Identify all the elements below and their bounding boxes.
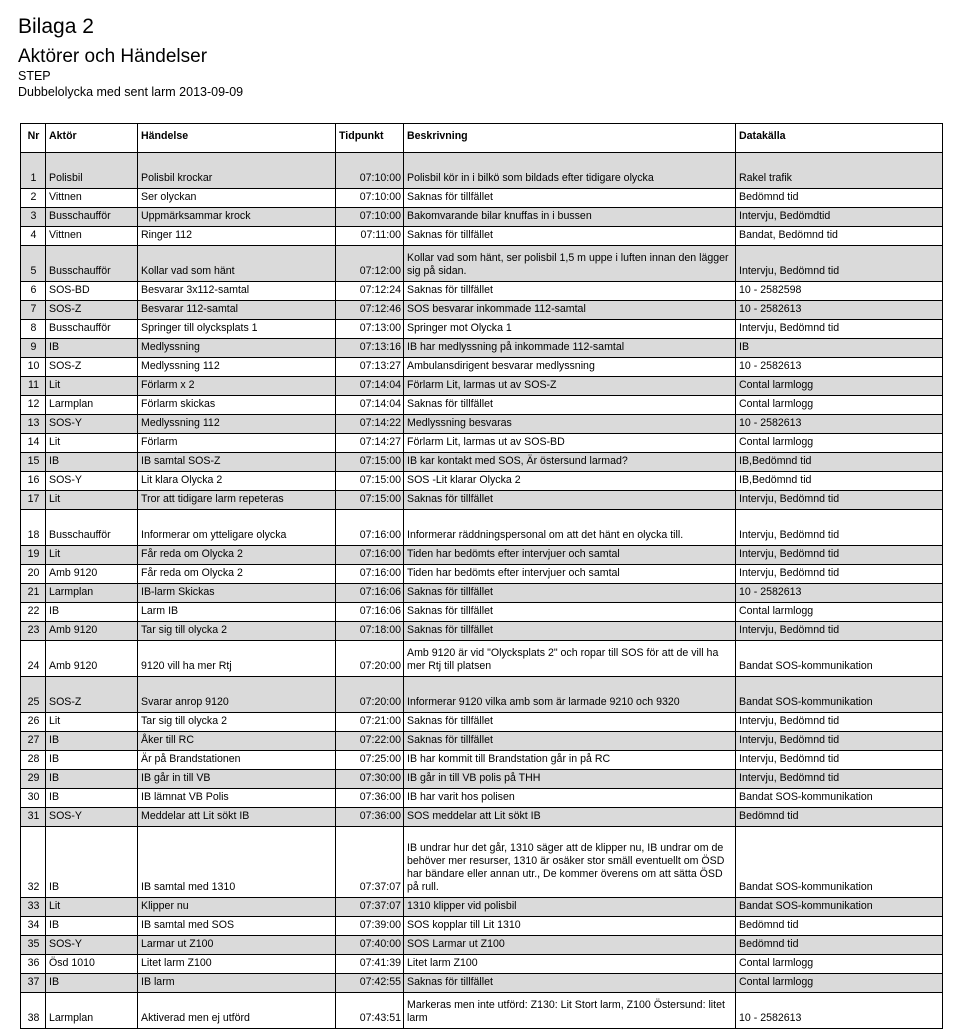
- cell-nr: 35: [21, 936, 46, 955]
- cell-nr: 14: [21, 434, 46, 453]
- cell-event: IB larm: [138, 974, 336, 993]
- cell-description: IB har varit hos polisen: [404, 789, 736, 808]
- cell-description: Saknas för tillfället: [404, 491, 736, 510]
- cell-nr: 9: [21, 339, 46, 358]
- cell-source: Bandat SOS-kommunikation: [736, 641, 943, 677]
- cell-source: Rakel trafik: [736, 153, 943, 189]
- cell-nr: 18: [21, 510, 46, 546]
- cell-description: Saknas för tillfället: [404, 622, 736, 641]
- cell-description: Saknas för tillfället: [404, 603, 736, 622]
- cell-source: Intervju, Bedömnd tid: [736, 622, 943, 641]
- cell-actor: IB: [46, 974, 138, 993]
- cell-nr: 8: [21, 320, 46, 339]
- cell-actor: Vittnen: [46, 227, 138, 246]
- cell-description: IB kar kontakt med SOS, Är östersund larmad?: [404, 453, 736, 472]
- cell-nr: 29: [21, 770, 46, 789]
- table-row: [21, 472, 943, 491]
- cell-nr: 37: [21, 974, 46, 993]
- cell-time: 07:13:16: [336, 339, 404, 358]
- cell-description: IB har kommit till Brandstation går in på RC: [404, 751, 736, 770]
- cell-actor: SOS-Y: [46, 808, 138, 827]
- cell-description: Polisbil kör in i bilkö som bildads efter tidigare olycka: [404, 153, 736, 189]
- cell-event: Lit klara Olycka 2: [138, 472, 336, 491]
- cell-time: 07:43:51: [336, 993, 404, 1029]
- cell-nr: 4: [21, 227, 46, 246]
- cell-nr: 5: [21, 246, 46, 282]
- cell-description: Saknas för tillfället: [404, 396, 736, 415]
- cell-source: IB,Bedömnd tid: [736, 453, 943, 472]
- cell-time: 07:10:00: [336, 208, 404, 227]
- cell-time: 07:39:00: [336, 917, 404, 936]
- cell-description: Litet larm Z100: [404, 955, 736, 974]
- column-header-event: Händelse: [138, 124, 336, 153]
- table-row: [21, 770, 943, 789]
- cell-time: 07:13:00: [336, 320, 404, 339]
- cell-actor: Busschaufför: [46, 208, 138, 227]
- cell-source: Bedömnd tid: [736, 917, 943, 936]
- table-row: [21, 808, 943, 827]
- cell-nr: 32: [21, 827, 46, 898]
- cell-source: Bedömnd tid: [736, 808, 943, 827]
- column-header-actor: Aktör: [46, 124, 138, 153]
- cell-actor: Ösd 1010: [46, 955, 138, 974]
- cell-nr: 28: [21, 751, 46, 770]
- cell-event: Klipper nu: [138, 898, 336, 917]
- cell-nr: 38: [21, 993, 46, 1029]
- cell-time: 07:42:55: [336, 974, 404, 993]
- cell-event: Informerar om ytteligare olycka: [138, 510, 336, 546]
- cell-actor: Amb 9120: [46, 565, 138, 584]
- table-row: [21, 827, 943, 898]
- cell-description: SOS kopplar till Lit 1310: [404, 917, 736, 936]
- cell-source: Intervju, Bedömnd tid: [736, 246, 943, 282]
- cell-time: 07:25:00: [336, 751, 404, 770]
- cell-description: Medlyssning besvaras: [404, 415, 736, 434]
- cell-event: IB går in till VB: [138, 770, 336, 789]
- cell-event: Besvarar 112-samtal: [138, 301, 336, 320]
- cell-event: Förlarm x 2: [138, 377, 336, 396]
- cell-source: Bedömnd tid: [736, 189, 943, 208]
- cell-description: SOS Larmar ut Z100: [404, 936, 736, 955]
- cell-description: Saknas för tillfället: [404, 713, 736, 732]
- cell-description: Kollar vad som hänt, ser polisbil 1,5 m uppe i luften innan den lägger sig på sidan.: [404, 246, 736, 282]
- cell-nr: 36: [21, 955, 46, 974]
- cell-event: Medlyssning 112: [138, 358, 336, 377]
- table-row: [21, 622, 943, 641]
- cell-description: Saknas för tillfället: [404, 227, 736, 246]
- cell-actor: IB: [46, 917, 138, 936]
- cell-actor: IB: [46, 732, 138, 751]
- cell-description: Saknas för tillfället: [404, 282, 736, 301]
- table-row: [21, 320, 943, 339]
- table-row: [21, 751, 943, 770]
- cell-time: 07:36:00: [336, 808, 404, 827]
- cell-actor: IB: [46, 827, 138, 898]
- cell-actor: Lit: [46, 434, 138, 453]
- cell-event: Medlyssning 112: [138, 415, 336, 434]
- table-row: [21, 789, 943, 808]
- cell-actor: SOS-Z: [46, 677, 138, 713]
- cell-description: IB går in till VB polis på THH: [404, 770, 736, 789]
- cell-time: 07:11:00: [336, 227, 404, 246]
- document-subtitle: Aktörer och Händelser: [18, 46, 208, 67]
- cell-time: 07:40:00: [336, 936, 404, 955]
- table-row: [21, 641, 943, 677]
- cell-description: Amb 9120 är vid "Olycksplats 2" och ropar till SOS för att de vill ha mer Rtj till platsen: [404, 641, 736, 677]
- cell-nr: 22: [21, 603, 46, 622]
- cell-time: 07:16:06: [336, 584, 404, 603]
- table-row: [21, 339, 943, 358]
- table-row: [21, 227, 943, 246]
- cell-source: Contal larmlogg: [736, 974, 943, 993]
- cell-source: Intervju, Bedömnd tid: [736, 491, 943, 510]
- cell-actor: Lit: [46, 377, 138, 396]
- cell-description: SOS -Lit klarar Olycka 2: [404, 472, 736, 491]
- cell-time: 07:15:00: [336, 472, 404, 491]
- cell-actor: IB: [46, 770, 138, 789]
- cell-event: Tar sig till olycka 2: [138, 622, 336, 641]
- cell-time: 07:15:00: [336, 491, 404, 510]
- cell-event: Polisbil krockar: [138, 153, 336, 189]
- cell-actor: IB: [46, 603, 138, 622]
- cell-event: Svarar anrop 9120: [138, 677, 336, 713]
- cell-description: Tiden har bedömts efter intervjuer och samtal: [404, 546, 736, 565]
- table-row: [21, 396, 943, 415]
- table-row: [21, 491, 943, 510]
- cell-time: 07:15:00: [336, 453, 404, 472]
- cell-time: 07:14:04: [336, 377, 404, 396]
- cell-time: 07:10:00: [336, 153, 404, 189]
- document-title: Bilaga 2: [18, 15, 94, 38]
- incident-description: Dubbelolycka med sent larm 2013-09-09: [18, 85, 244, 99]
- cell-event: Medlyssning: [138, 339, 336, 358]
- cell-actor: Amb 9120: [46, 641, 138, 677]
- cell-source: Contal larmlogg: [736, 377, 943, 396]
- cell-event: Litet larm Z100: [138, 955, 336, 974]
- cell-description: Saknas för tillfället: [404, 189, 736, 208]
- cell-source: Intervju, Bedömnd tid: [736, 320, 943, 339]
- table-row: [21, 917, 943, 936]
- cell-time: 07:14:04: [336, 396, 404, 415]
- cell-description: IB undrar hur det går, 1310 säger att de klipper nu, IB undrar om de behöver mer resurser, 1310 är osäker stor smäll eventuellt om ÖSD har bändare eller annan utr., De kommer överens om att sätta ÖSD på rull.: [404, 827, 736, 898]
- cell-actor: Busschaufför: [46, 246, 138, 282]
- cell-time: 07:12:24: [336, 282, 404, 301]
- cell-actor: SOS-Y: [46, 415, 138, 434]
- table-row: [21, 208, 943, 227]
- cell-source: 10 - 2582613: [736, 993, 943, 1029]
- table-row: [21, 153, 943, 189]
- cell-nr: 21: [21, 584, 46, 603]
- table-row: [21, 377, 943, 396]
- cell-actor: Lit: [46, 713, 138, 732]
- cell-event: IB samtal SOS-Z: [138, 453, 336, 472]
- cell-actor: Busschaufför: [46, 320, 138, 339]
- cell-nr: 15: [21, 453, 46, 472]
- cell-event: Ser olyckan: [138, 189, 336, 208]
- cell-time: 07:21:00: [336, 713, 404, 732]
- cell-source: Intervju, Bedömnd tid: [736, 770, 943, 789]
- cell-actor: IB: [46, 789, 138, 808]
- cell-event: Tror att tidigare larm repeteras: [138, 491, 336, 510]
- cell-source: 10 - 2582613: [736, 358, 943, 377]
- table-row: [21, 301, 943, 320]
- cell-nr: 12: [21, 396, 46, 415]
- cell-nr: 26: [21, 713, 46, 732]
- cell-description: Förlarm Lit, larmas ut av SOS-Z: [404, 377, 736, 396]
- cell-event: Åker till RC: [138, 732, 336, 751]
- cell-description: Tiden har bedömts efter intervjuer och samtal: [404, 565, 736, 584]
- column-header-time: Tidpunkt: [336, 124, 404, 153]
- cell-event: Larmar ut Z100: [138, 936, 336, 955]
- cell-time: 07:16:00: [336, 565, 404, 584]
- cell-time: 07:30:00: [336, 770, 404, 789]
- cell-event: IB samtal med 1310: [138, 827, 336, 898]
- table-row: [21, 713, 943, 732]
- cell-nr: 2: [21, 189, 46, 208]
- table-row: [21, 434, 943, 453]
- cell-actor: Lit: [46, 491, 138, 510]
- cell-nr: 33: [21, 898, 46, 917]
- cell-source: IB,Bedömnd tid: [736, 472, 943, 491]
- cell-event: 9120 vill ha mer Rtj: [138, 641, 336, 677]
- table-row: [21, 936, 943, 955]
- cell-nr: 13: [21, 415, 46, 434]
- cell-actor: IB: [46, 453, 138, 472]
- cell-event: Larm IB: [138, 603, 336, 622]
- cell-nr: 30: [21, 789, 46, 808]
- cell-nr: 24: [21, 641, 46, 677]
- cell-source: Bandat SOS-kommunikation: [736, 677, 943, 713]
- cell-event: Kollar vad som hänt: [138, 246, 336, 282]
- cell-source: 10 - 2582598: [736, 282, 943, 301]
- cell-event: Uppmärksammar krock: [138, 208, 336, 227]
- cell-time: 07:18:00: [336, 622, 404, 641]
- cell-description: 1310 klipper vid polisbil: [404, 898, 736, 917]
- table-row: [21, 358, 943, 377]
- cell-source: Contal larmlogg: [736, 396, 943, 415]
- cell-actor: SOS-Z: [46, 358, 138, 377]
- cell-event: Aktiverad men ej utförd: [138, 993, 336, 1029]
- table-row: [21, 974, 943, 993]
- cell-actor: Vittnen: [46, 189, 138, 208]
- cell-actor: Polisbil: [46, 153, 138, 189]
- cell-nr: 20: [21, 565, 46, 584]
- document-header: [18, 14, 243, 100]
- cell-time: 07:41:39: [336, 955, 404, 974]
- cell-description: Informerar 9120 vilka amb som är larmade 9210 och 9320: [404, 677, 736, 713]
- cell-nr: 6: [21, 282, 46, 301]
- cell-nr: 1: [21, 153, 46, 189]
- cell-event: Ringer 112: [138, 227, 336, 246]
- table-row: [21, 603, 943, 622]
- cell-event: Besvarar 3x112-samtal: [138, 282, 336, 301]
- cell-source: 10 - 2582613: [736, 584, 943, 603]
- column-header-source: Datakälla: [736, 124, 943, 153]
- cell-time: 07:12:46: [336, 301, 404, 320]
- cell-source: Intervju, Bedömnd tid: [736, 565, 943, 584]
- cell-source: Intervju, Bedömnd tid: [736, 713, 943, 732]
- column-header-description: Beskrivning: [404, 124, 736, 153]
- cell-source: Contal larmlogg: [736, 955, 943, 974]
- cell-description: Informerar räddningspersonal om att det hänt en olycka till.: [404, 510, 736, 546]
- cell-event: Får reda om Olycka 2: [138, 546, 336, 565]
- cell-source: Intervju, Bedömdtid: [736, 208, 943, 227]
- cell-source: Bandat SOS-kommunikation: [736, 827, 943, 898]
- cell-description: SOS besvarar inkommade 112-samtal: [404, 301, 736, 320]
- cell-nr: 34: [21, 917, 46, 936]
- cell-event: IB samtal med SOS: [138, 917, 336, 936]
- cell-source: Bandat SOS-kommunikation: [736, 789, 943, 808]
- cell-source: Contal larmlogg: [736, 434, 943, 453]
- table-row: [21, 453, 943, 472]
- cell-time: 07:13:27: [336, 358, 404, 377]
- table-row: [21, 546, 943, 565]
- cell-time: 07:37:07: [336, 898, 404, 917]
- cell-nr: 19: [21, 546, 46, 565]
- cell-time: 07:10:00: [336, 189, 404, 208]
- cell-source: 10 - 2582613: [736, 301, 943, 320]
- cell-source: Intervju, Bedömnd tid: [736, 510, 943, 546]
- cell-time: 07:14:22: [336, 415, 404, 434]
- cell-event: Är på Brandstationen: [138, 751, 336, 770]
- cell-description: IB har medlyssning på inkommade 112-samtal: [404, 339, 736, 358]
- cell-source: Contal larmlogg: [736, 603, 943, 622]
- cell-event: Meddelar att Lit sökt IB: [138, 808, 336, 827]
- table-row: [21, 584, 943, 603]
- cell-actor: Larmplan: [46, 396, 138, 415]
- cell-description: Springer mot Olycka 1: [404, 320, 736, 339]
- cell-description: Saknas för tillfället: [404, 974, 736, 993]
- cell-source: IB: [736, 339, 943, 358]
- cell-time: 07:16:06: [336, 603, 404, 622]
- project-name: STEP: [18, 69, 51, 83]
- cell-time: 07:16:00: [336, 510, 404, 546]
- table-row: [21, 898, 943, 917]
- cell-time: 07:20:00: [336, 641, 404, 677]
- cell-actor: SOS-Y: [46, 472, 138, 491]
- table-row: [21, 246, 943, 282]
- cell-nr: 17: [21, 491, 46, 510]
- cell-nr: 10: [21, 358, 46, 377]
- cell-description: Bakomvarande bilar knuffas in i bussen: [404, 208, 736, 227]
- cell-nr: 7: [21, 301, 46, 320]
- cell-actor: Busschaufför: [46, 510, 138, 546]
- cell-time: 07:37:07: [336, 827, 404, 898]
- cell-nr: 27: [21, 732, 46, 751]
- cell-description: Markeras men inte utförd: Z130: Lit Stort larm, Z100 Östersund: litet larm: [404, 993, 736, 1029]
- table-row: [21, 732, 943, 751]
- table-header-row: [21, 124, 943, 153]
- cell-source: Bandat SOS-kommunikation: [736, 898, 943, 917]
- table-row: [21, 993, 943, 1029]
- cell-source: Intervju, Bedömnd tid: [736, 546, 943, 565]
- table-row: [21, 282, 943, 301]
- table-row: [21, 565, 943, 584]
- cell-description: Saknas för tillfället: [404, 584, 736, 603]
- cell-event: Förlarm skickas: [138, 396, 336, 415]
- cell-event: Tar sig till olycka 2: [138, 713, 336, 732]
- cell-description: Saknas för tillfället: [404, 732, 736, 751]
- cell-description: Ambulansdirigent besvarar medlyssning: [404, 358, 736, 377]
- cell-time: 07:14:27: [336, 434, 404, 453]
- cell-actor: SOS-Z: [46, 301, 138, 320]
- cell-actor: Lit: [46, 898, 138, 917]
- cell-actor: SOS-Y: [46, 936, 138, 955]
- cell-actor: Larmplan: [46, 993, 138, 1029]
- cell-time: 07:20:00: [336, 677, 404, 713]
- cell-actor: Lit: [46, 546, 138, 565]
- column-header-nr: Nr: [21, 124, 46, 153]
- cell-event: Förlarm: [138, 434, 336, 453]
- cell-time: 07:22:00: [336, 732, 404, 751]
- cell-actor: Amb 9120: [46, 622, 138, 641]
- table-row: [21, 955, 943, 974]
- cell-actor: IB: [46, 751, 138, 770]
- cell-actor: Larmplan: [46, 584, 138, 603]
- cell-nr: 31: [21, 808, 46, 827]
- table-row: [21, 189, 943, 208]
- cell-event: IB lämnat VB Polis: [138, 789, 336, 808]
- cell-event: Springer till olycksplats 1: [138, 320, 336, 339]
- cell-nr: 25: [21, 677, 46, 713]
- cell-nr: 23: [21, 622, 46, 641]
- cell-description: Förlarm Lit, larmas ut av SOS-BD: [404, 434, 736, 453]
- cell-time: 07:16:00: [336, 546, 404, 565]
- events-table: [20, 123, 943, 1029]
- cell-description: SOS meddelar att Lit sökt IB: [404, 808, 736, 827]
- cell-actor: IB: [46, 339, 138, 358]
- cell-time: 07:12:00: [336, 246, 404, 282]
- cell-nr: 3: [21, 208, 46, 227]
- cell-source: Bedömnd tid: [736, 936, 943, 955]
- table-row: [21, 677, 943, 713]
- cell-source: Bandat, Bedömnd tid: [736, 227, 943, 246]
- cell-event: IB-larm Skickas: [138, 584, 336, 603]
- cell-source: 10 - 2582613: [736, 415, 943, 434]
- cell-nr: 11: [21, 377, 46, 396]
- table-row: [21, 510, 943, 546]
- cell-event: Får reda om Olycka 2: [138, 565, 336, 584]
- table-body: [21, 153, 943, 1029]
- cell-actor: SOS-BD: [46, 282, 138, 301]
- table-row: [21, 415, 943, 434]
- cell-source: Intervju, Bedömnd tid: [736, 751, 943, 770]
- cell-time: 07:36:00: [336, 789, 404, 808]
- cell-nr: 16: [21, 472, 46, 491]
- cell-source: Intervju, Bedömnd tid: [736, 732, 943, 751]
